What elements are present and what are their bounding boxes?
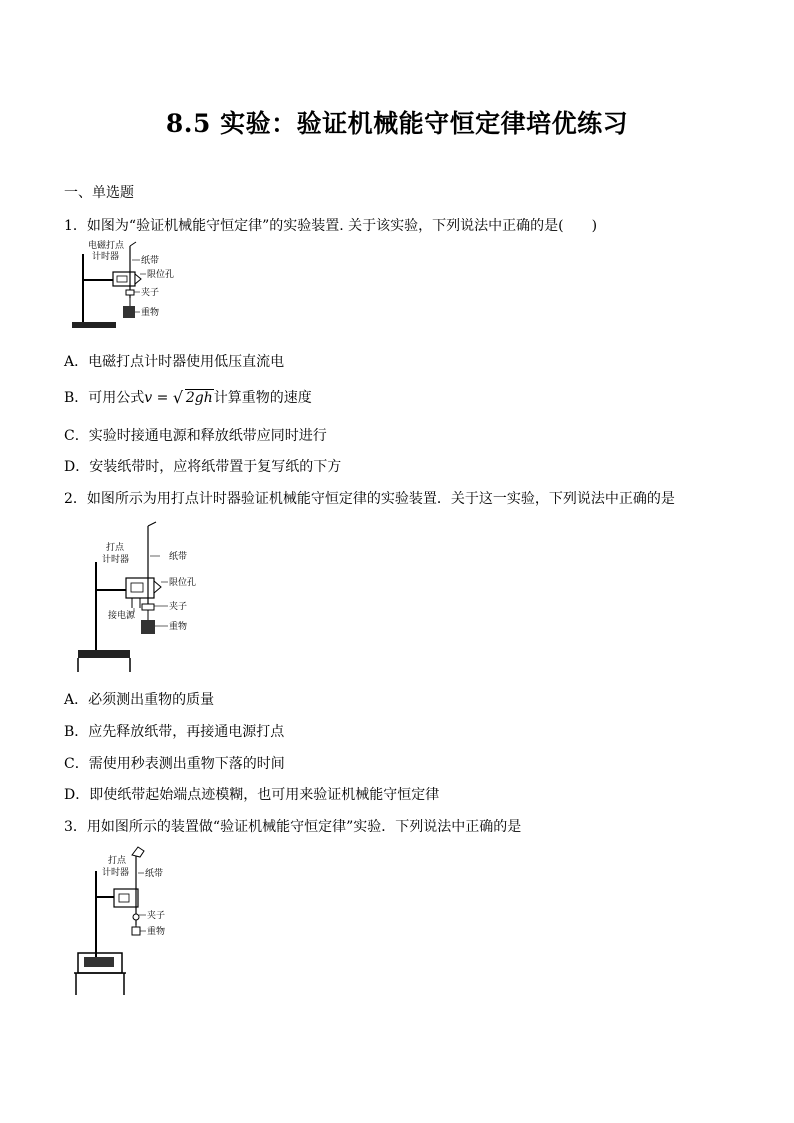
option-b-formula-v: v — [144, 390, 153, 406]
question-1-option-b — [64, 387, 312, 407]
question-3-stem: 3．用如图所示的装置做“验证机械能守恒定律”实验．下列说法中正确的是 — [64, 819, 522, 835]
fig3-label-timer-b: 计时器 — [102, 868, 130, 878]
fig1-label-hole: 限位孔 — [147, 270, 175, 280]
question-2-option-b: B．应先释放纸带，再接通电源打点 — [64, 724, 285, 740]
question-1-option-d: D．安装纸带时，应将纸带置于复写纸的下方 — [64, 459, 342, 475]
radical-sign-icon: √ — [172, 388, 184, 407]
fig1-label-weight: 重物 — [141, 308, 160, 318]
question-1-stem: 1．如图为“验证机械能守恒定律”的实验装置. 关于该实验，下列说法中正确的是( ) — [64, 218, 598, 234]
fig2-label-hole: 限位孔 — [169, 578, 197, 588]
fig1-label-timer-b: 计时器 — [92, 252, 120, 262]
section-heading: 一、单选题 — [64, 185, 134, 201]
question-3-figure — [72, 845, 182, 1000]
page-title: 8.5 实验：验证机械能守恒定律培优练习 — [165, 109, 629, 138]
fig2-label-timer-b: 计时器 — [102, 555, 130, 565]
question-1-figure — [68, 238, 208, 332]
fig2-label-power: 接电源 — [108, 611, 136, 621]
fig1-label-timer-a: 电磁打点 — [88, 241, 125, 251]
question-1-option-c: C．实验时接通电源和释放纸带应同时进行 — [64, 428, 327, 444]
option-b-prefix: B．可用公式 — [64, 390, 145, 406]
fig2-label-clip: 夹子 — [169, 602, 188, 612]
question-2-stem: 2．如图所示为用打点计时器验证机械能守恒定律的实验装置．关于这一实验，下列说法中正确的是 — [64, 491, 675, 507]
fig2-label-tape: 纸带 — [169, 552, 188, 562]
fig2-label-timer-a: 打点 — [106, 543, 125, 553]
option-b-formula-radicand: 2gh — [185, 390, 213, 406]
question-2-option-d: D．即使纸带起始端点迹模糊，也可用来验证机械能守恒定律 — [64, 787, 440, 803]
fig3-label-clip: 夹子 — [147, 911, 166, 921]
fig3-label-timer-a: 打点 — [108, 856, 127, 866]
option-b-formula-eq: = — [152, 390, 173, 406]
fig1-label-tape: 纸带 — [141, 256, 160, 266]
question-1-option-a: A．电磁打点计时器使用低压直流电 — [64, 354, 285, 370]
fig2-label-weight: 重物 — [169, 622, 188, 632]
question-2-figure — [72, 520, 202, 674]
question-2-option-c: C．需使用秒表测出重物下落的时间 — [64, 756, 285, 772]
question-2-option-a: A．必须测出重物的质量 — [64, 692, 215, 708]
option-b-formula-sqrt — [173, 390, 214, 406]
option-b-suffix: 计算重物的速度 — [213, 390, 312, 406]
fig1-label-clip: 夹子 — [141, 288, 160, 298]
fig3-label-weight: 重物 — [147, 927, 166, 937]
fig3-label-tape: 纸带 — [145, 869, 164, 879]
